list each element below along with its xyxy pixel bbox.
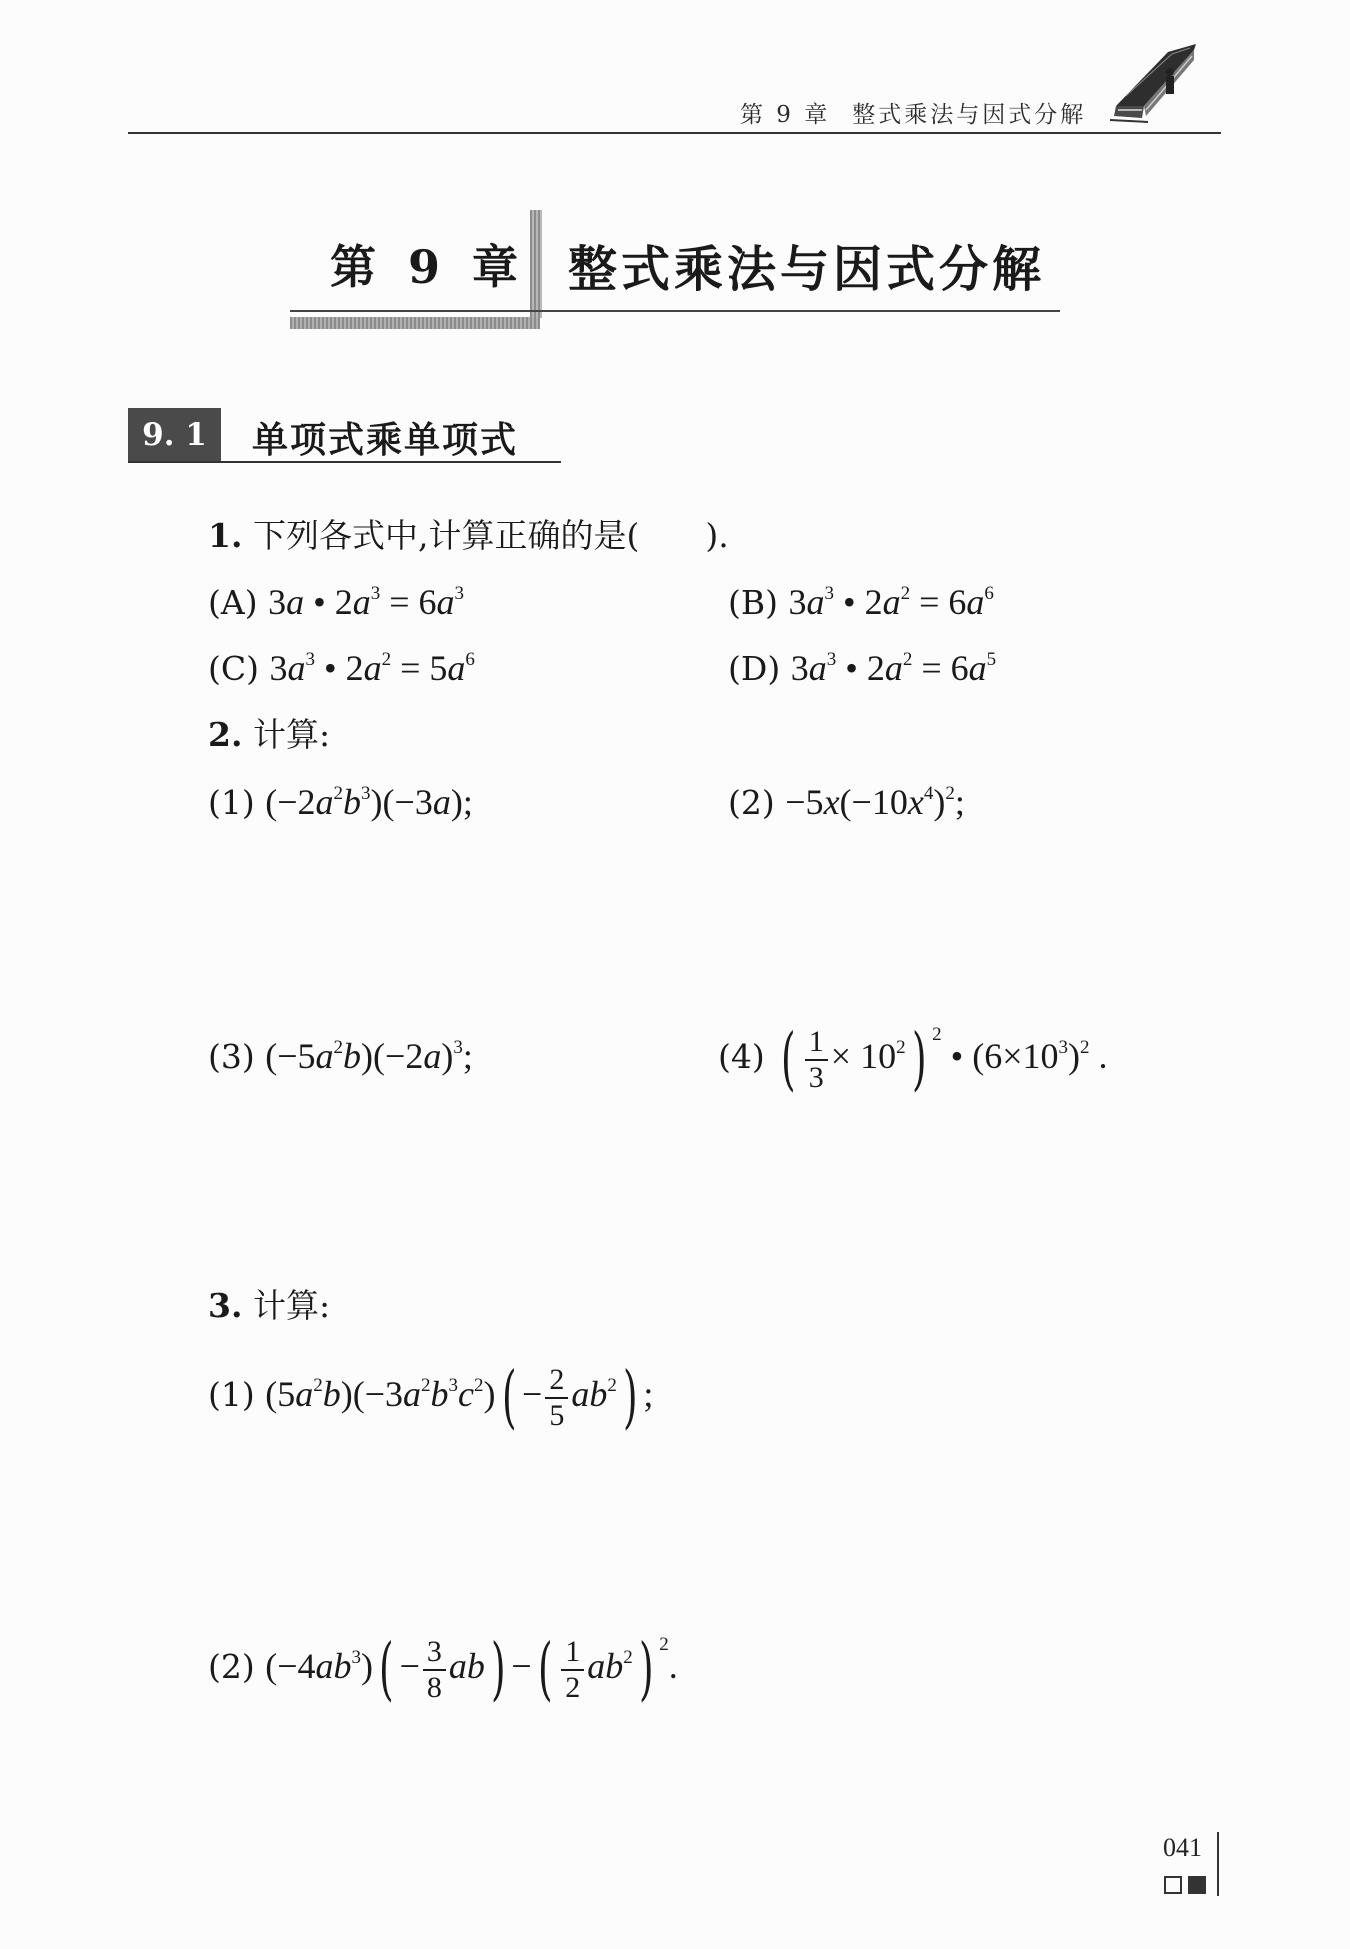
question-2-part-1-label: (1) (208, 783, 255, 822)
chapter-shadow-bar (290, 317, 540, 329)
option-c-label: (C) (208, 649, 259, 688)
chapter-title: 整式乘法与因式分解 (568, 240, 1046, 298)
question-2-part-4 (718, 1016, 1108, 1097)
section-underline (128, 461, 561, 463)
option-a (208, 582, 464, 623)
option-a-label: (A) (208, 583, 258, 622)
question-2-stem: 计算: (252, 715, 331, 754)
running-header-title: 整式乘法与因式分解 (852, 102, 1087, 128)
chapter-underline (290, 310, 1060, 312)
option-d-label: (D) (728, 649, 781, 688)
option-d-expression: $3a^3$ • $2a^2 = 6a^5$ (790, 648, 997, 688)
question-2-part-4-expression: ( $\frac{1}{3}$ × $10^2$) $^2$ • $(6\times 10^3)^2$ . (781, 1019, 1108, 1099)
option-a-expression: 3a • $2a^3 = 6a^3$ (268, 582, 465, 622)
section-number-badge: 9. 1 (128, 408, 221, 462)
question-2-part-2-label: (2) (728, 783, 775, 822)
section-title: 单项式乘单项式 (252, 419, 519, 461)
running-header (740, 96, 1086, 129)
question-3-number: 3. (208, 1286, 243, 1325)
footer-rule (1217, 1832, 1219, 1896)
question-3-part-2 (208, 1626, 678, 1707)
option-c-expression: $3a^3$ • $2a^2 = 5a^6$ (269, 648, 475, 688)
page-number: 041 (1163, 1833, 1202, 1862)
question-3-stem: 计算: (252, 1286, 331, 1325)
question-2-number: 2. (208, 715, 243, 754)
question-3-part-2-expression: $(-4ab^3)$( − $\frac{3}{8}$ ab) −( $\frac{1}{2}$ $ab^2$) $^2$. (265, 1629, 678, 1709)
option-b-label: (B) (728, 583, 778, 622)
question-1-stem: 下列各式中,计算正确的是( ). (252, 516, 729, 555)
question-2-part-4-label: (4) (718, 1037, 765, 1076)
question-2-part-3 (208, 1036, 473, 1077)
question-2-part-2 (728, 782, 965, 823)
question-3-part-2-label: (2) (208, 1647, 255, 1686)
option-b-expression: $3a^3$ • $2a^2 = 6a^6$ (788, 582, 994, 622)
question-2-part-3-label: (3) (208, 1037, 255, 1076)
chapter-title-block (290, 205, 1060, 330)
question-1-number: 1. (208, 516, 243, 555)
header-rule (128, 132, 1221, 134)
chapter-divider (530, 210, 542, 318)
question-3 (208, 1286, 330, 1326)
book-icon (1108, 36, 1200, 126)
question-2-part-1 (208, 782, 473, 823)
option-c (208, 648, 475, 689)
chapter-number: 第 9 章 (330, 240, 527, 294)
option-d (728, 648, 996, 689)
question-2-part-2-expression: $-5x(-10x^4)^2$; (785, 782, 965, 822)
question-1 (208, 516, 729, 556)
option-b (728, 582, 994, 623)
question-3-part-1 (208, 1354, 653, 1435)
footer-square-empty (1164, 1876, 1182, 1894)
question-3-part-1-expression: $(5a^2b)(-3a^2b^3c^2)$( − $\frac{2}{5}$ $ab^2$) ; (265, 1357, 654, 1437)
running-header-chapter: 第 9 章 (740, 102, 831, 128)
question-2 (208, 715, 330, 755)
question-2-part-3-expression: $(-5a^2b)(-2a)^3$; (265, 1036, 473, 1076)
footer-square-filled (1188, 1876, 1206, 1894)
question-3-part-1-label: (1) (208, 1375, 255, 1414)
question-2-part-1-expression: $(-2a^2b^3)(-3a)$; (265, 782, 473, 822)
